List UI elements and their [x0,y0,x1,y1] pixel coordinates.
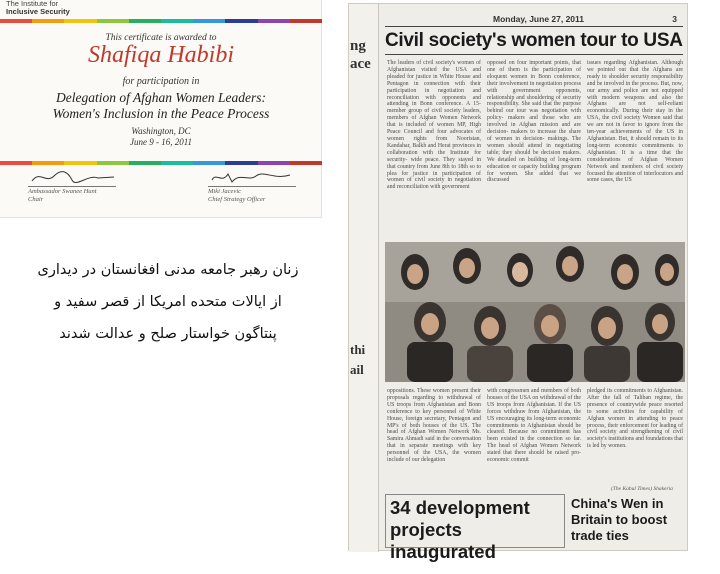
article-column-3: issues regarding Afghanistan. Although we pointed out that the Afghans are ready to shoulder security responsibility and be involved in the process. But, now, our army and police are not equipped with modern weapons and also the Afghans are not self-reliant economically. During their stay in the USA, the civil society Women said that we are not in favor to ignore from the ten-year achievements of the US in Afghanistan. But, it should remain to its long-term economic commitments to Afghanistan. It is a time that the considerations of Afghan Women Network and members of civil society focused the attention of interlocutors and some cases, the US [587,60,683,184]
signer-right-name: Miki Jacevic [208,188,242,195]
bottom-headline-left: 34 development projects inaugurated [390,497,530,562]
headline-rule [385,54,683,55]
stripe-segment [290,19,322,23]
stripe-segment [290,161,322,165]
dateline [385,14,677,24]
stripe-segment [32,19,64,23]
stripe-segment [225,19,257,23]
header-rule [385,26,683,27]
article-credit: (The Kabul Times) Shakeria [611,486,673,492]
stripe-segment [258,161,290,165]
stripe-segment [129,161,161,165]
issue-date: Monday, June 27, 2011 [493,14,585,24]
stripe-segment [193,19,225,23]
stripe-segment [193,161,225,165]
stripe-segment [161,161,193,165]
newspaper-clipping [348,3,688,562]
stripe-segment [0,19,32,23]
color-stripe-top [0,19,322,23]
institute-name-line2: Inclusive Security [6,7,70,16]
signer-left-role: Chair [28,195,44,203]
strip-fragment-2: ace [350,56,371,72]
group-photo [385,242,685,382]
stripe-segment [161,19,193,23]
color-stripe-bottom [0,161,322,165]
strip-fragment-3: thi [350,342,366,357]
certificate-intro: This certificate is awarded to [105,33,217,43]
adjacent-article-strip [349,4,379,552]
article-column-1: The leaders of civil society's women of Afghanistan visited the USA and pleaded for justice in White House and Pentagon in connection with their participation in negotiation and reconciliation with opponents and attending in Bonn conference. A 15- member group of civil society leaders, members of Afghan Women Network that is included of women MP, High Peace Council and four advocates of women rights from Nooristan, Kandahar, Balkh and Herat provinces in collaboration with the Institute for security- wide peace. They stayed in that country from June 8th to 18th so to plea for justice in participation of women of civil society in negotiation and reconciliation with government [387,60,481,191]
stripe-segment [97,161,129,165]
signature-left [28,168,148,203]
program-dates: June 9 - 16, 2011 [129,137,193,147]
recipient-name: Shafiqa Habibi [87,42,234,68]
stripe-segment [32,161,64,165]
caption-line2: از ایالات متحده امریکا از قصر سفید و [54,294,282,310]
stripe-segment [0,161,32,165]
certificate [0,0,322,218]
bottom-article-left [385,494,565,562]
signer-left-name: Ambassador Swanee Hunt [28,188,97,195]
article-lower-column-2: with congressmen and members of both houses of the USA on withdrawal of the US troops from Afghanistan. If the US forces withdraw from Afghanistan, the US encouraging its long-term economic commitments to Afghanistan should be cleared. Because no commitment has been existed in the connection so far. The head of Afghan Women Network stated that there should be raised pro- economic commit [487,388,581,464]
signature-scribble-right [208,168,298,186]
bottom-article-right [569,494,685,548]
article-headline: Civil society's women tour to USA [385,30,683,51]
program-title-line2: Women's Inclusion in the Peace Process [52,106,270,121]
article-lower-column-1: oppositions. These women present their proposals regarding to withdrawal of US troops from Afghanistan and Bonn conference to key personnel of White House, foreign secretary, Pentagon and MP's of both houses of the US. The head of Afghan Women Network Ms. Samira Ahmadi said in the conversation that in separate meetings with key personnel of the USA, the women include of our delegation [387,388,481,464]
signature-right [208,168,328,203]
stripe-segment [64,161,96,165]
bottom-headline-right: China's Wen in Britain to boost trade ties [571,496,668,543]
strip-fragment-4: ail [350,362,364,377]
program-location: Washington, DC [131,126,191,136]
institute-logo [6,0,126,16]
persian-caption [8,254,328,350]
program-title [0,90,322,122]
participation-line: for participation in [122,76,200,87]
article-column-2: opposed on four important points, that one of them is the participation of eloquent women in Bonn conference, their involvement in negotiation process with government opponents, relationship and shouldering of security responsibility. She said that the purpose behind our tour was negotiation with policy- makers and those who are involved in Afghan mission and are decision- makers to increase the share of women in decision- makings. The women should attend in negotiating table; they should be decision makers. We detailed on building of long-term education or capacity building program for women. She added that we discussed [487,60,581,184]
signer-right-role: Chief Strategy Officer [208,195,266,203]
caption-line1: زنان رهبر جامعه مدنی افغانستان در دیداری [37,262,299,278]
program-title-line1: Delegation of Afghan Women Leaders: [56,90,266,105]
strip-fragment-1: ng [350,38,366,54]
caption-line3: پنتاگون خواستار صلح و عدالت شدند [59,326,277,342]
program-place-date [0,126,322,148]
article-lower-column-3: pledged its commitments to Afghanistan. After the fall of Taliban regime, the presence of countrywide peace resorted to some activities for capability of Afghan women in attending to peace process, their enforcement for leading of civil society and strengthening of civil society's institutions and foundations that is led by women. [587,388,683,450]
stripe-segment [97,19,129,23]
stripe-segment [129,19,161,23]
signature-scribble-left [28,168,118,186]
institute-name-line1: The Institute for [6,0,59,8]
stripe-segment [64,19,96,23]
stripe-segment [258,19,290,23]
group-photo-illustration [385,242,685,382]
stripe-segment [225,161,257,165]
page-number: 3 [672,14,677,24]
